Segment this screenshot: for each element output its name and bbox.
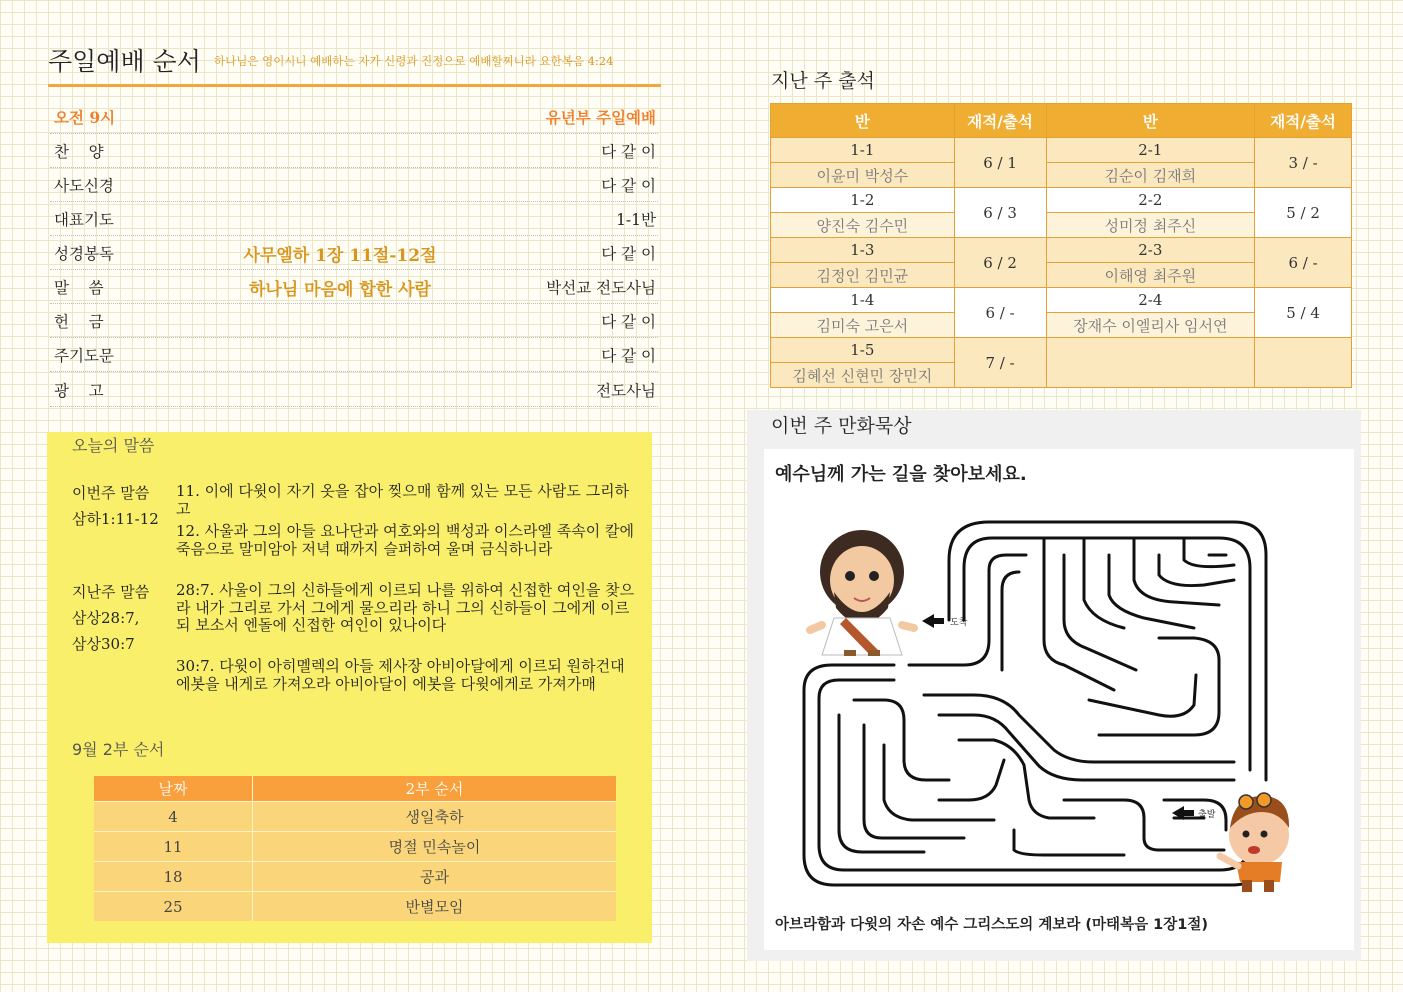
attendance-row [771, 238, 1352, 263]
class-name: 1-5 [771, 338, 955, 363]
maze-illustration [764, 500, 1354, 900]
schedule-row [94, 862, 616, 892]
class-name: 2-1 [1046, 138, 1255, 163]
order-row-leader: 박선교 전도사님 [546, 279, 656, 297]
class-count: 6 / 3 [954, 188, 1046, 238]
attendance-row [771, 138, 1352, 163]
schedule-date: 4 [94, 802, 253, 832]
todays-word-heading: 오늘의 말씀 [72, 436, 155, 455]
order-row-leader: 전도사님 [596, 382, 656, 400]
class-teachers: 김정인 김민균 [771, 263, 955, 288]
class-teachers: 김혜선 신현민 장민지 [771, 363, 955, 388]
schedule-header-date: 날짜 [94, 776, 253, 802]
last-week-reference-1: 삼상28:7, [72, 609, 140, 627]
this-week-reference: 삼하1:11-12 [72, 510, 159, 528]
order-row [50, 269, 658, 304]
order-row-label: 성경봉독 [54, 245, 114, 263]
schedule-date: 18 [94, 862, 253, 892]
schedule-heading: 9월 2부 순서 [72, 740, 165, 759]
schedule-row [94, 832, 616, 862]
class-teachers: 김순이 김재희 [1046, 163, 1255, 188]
order-verse: 하나님은 영이시니 예배하는 자가 신령과 진정으로 예배할찌니라 요한복음 4:24 [214, 54, 614, 68]
class-teachers: 양진숙 김수민 [771, 213, 955, 238]
boy-character-icon [1220, 793, 1289, 892]
jesus-character-icon [810, 530, 914, 656]
class-count: 7 / - [954, 338, 1046, 388]
class-name: 2-2 [1046, 188, 1255, 213]
service-name: 유년부 주일예배 [545, 108, 656, 127]
class-name: 2-3 [1046, 238, 1255, 263]
class-teachers: 이윤미 박성수 [771, 163, 955, 188]
class-count: 6 / - [954, 288, 1046, 338]
class-teachers: 이해영 최주원 [1046, 263, 1255, 288]
order-row [50, 372, 658, 407]
class-name: 1-2 [771, 188, 955, 213]
class-name: 1-3 [771, 238, 955, 263]
scripture-reading: 사무엘하 1장 11절-12절 [243, 246, 437, 266]
schedule-row [94, 802, 616, 832]
order-row [50, 133, 658, 168]
class-teachers: 성미정 최주신 [1046, 213, 1255, 238]
schedule-program: 생일축하 [253, 802, 617, 832]
order-row-label: 대표기도 [54, 211, 114, 229]
order-title: 주일예배 순서 [48, 47, 201, 76]
class-count: 6 / 2 [954, 238, 1046, 288]
order-row [50, 303, 658, 338]
this-week-label: 이번주 말씀 [72, 484, 150, 502]
order-row-label: 말 씀 [54, 279, 104, 297]
attendance-row [771, 338, 1352, 363]
class-name-empty [1046, 338, 1255, 388]
class-name: 2-4 [1046, 288, 1255, 313]
order-row-leader: 1-1반 [616, 211, 656, 229]
order-row-label: 찬 양 [54, 143, 104, 161]
arrival-arrow-icon [922, 614, 944, 628]
order-row-leader: 다 같 이 [601, 347, 656, 365]
arrival-label: 도착 [950, 618, 968, 628]
order-row [50, 337, 658, 372]
class-name: 1-1 [771, 138, 955, 163]
class-count: 3 / - [1255, 138, 1352, 188]
maze-title: 이번 주 만화묵상 [771, 415, 912, 437]
attendance-header-count: 재적/출석 [954, 104, 1046, 138]
order-row-label: 사도신경 [54, 177, 114, 195]
attendance-row [771, 288, 1352, 313]
order-row-label: 주기도문 [54, 347, 114, 365]
attendance-header-class: 반 [771, 104, 955, 138]
class-count: 6 / 1 [954, 138, 1046, 188]
attendance-row [771, 188, 1352, 213]
attendance-header-class: 반 [1046, 104, 1255, 138]
service-time: 오전 9시 [54, 108, 116, 127]
attendance-title: 지난 주 출석 [771, 70, 875, 92]
schedule-row [94, 892, 616, 922]
class-count-empty [1255, 338, 1352, 388]
schedule-header-program: 2부 순서 [253, 776, 617, 802]
class-count: 6 / - [1255, 238, 1352, 288]
schedule-program: 명절 민속놀이 [253, 832, 617, 862]
maze-instruction: 예수님께 가는 길을 찾아보세요. [775, 464, 1027, 485]
order-row-label: 광 고 [54, 382, 104, 400]
september-schedule-table [94, 776, 616, 921]
this-week-verse-11: 11. 이에 다윗이 자기 옷을 잡아 찢으매 함께 있는 모든 사람도 그리하고 [176, 482, 630, 518]
last-week-reference-2: 삼상30:7 [72, 635, 135, 653]
attendance-header-row [771, 104, 1352, 138]
class-count: 5 / 2 [1255, 188, 1352, 238]
class-teachers: 김미숙 고은서 [771, 313, 955, 338]
last-week-verse-30-7: 30:7. 다윗이 아히멜렉의 아들 제사장 아비아달에게 이르되 원하건대 에봇을 내게로 가져오라 아비아달이 에봇을 다윗에게로 가져가매 [176, 657, 625, 693]
schedule-date: 11 [94, 832, 253, 862]
order-title-rule [48, 84, 661, 87]
class-teachers: 장재수 이엘리사 임서연 [1046, 313, 1255, 338]
order-row [50, 201, 658, 236]
class-name: 1-4 [771, 288, 955, 313]
order-row-leader: 다 같 이 [601, 245, 656, 263]
order-row-leader: 다 같 이 [601, 313, 656, 331]
last-week-verse-28-7: 28:7. 사울이 그의 신하들에게 이르되 나를 위하여 신접한 여인을 찾으라 내가 그리로 가서 그에게 물으리라 하니 그의 신하들이 그에게 이르되 보소서 엔돌에 신접한 여인이 있나이다 [176, 581, 635, 634]
order-row [50, 235, 658, 270]
class-count: 5 / 4 [1255, 288, 1352, 338]
last-week-label: 지난주 말씀 [72, 583, 150, 601]
schedule-program: 반별모임 [253, 892, 617, 922]
maze-caption: 아브라함과 다윗의 자손 예수 그리스도의 계보라 (마태복음 1장1절) [775, 917, 1208, 933]
order-header-row [50, 99, 658, 134]
schedule-program: 공과 [253, 862, 617, 892]
departure-label: 출발 [1198, 810, 1216, 820]
this-week-verse-12: 12. 사울과 그의 아들 요나단과 여호와의 백성과 이스라엘 족속이 칼에 죽음으로 말미암아 저녁 때까지 슬퍼하여 울며 금식하니라 [176, 522, 635, 558]
order-row-label: 헌 금 [54, 313, 104, 331]
order-row [50, 167, 658, 202]
sermon-title: 하나님 마음에 합한 사람 [249, 280, 431, 300]
attendance-header-count: 재적/출석 [1255, 104, 1352, 138]
order-row-leader: 다 같 이 [601, 177, 656, 195]
schedule-header-row [94, 776, 616, 802]
attendance-table [770, 103, 1352, 388]
order-row-leader: 다 같 이 [601, 143, 656, 161]
schedule-date: 25 [94, 892, 253, 922]
